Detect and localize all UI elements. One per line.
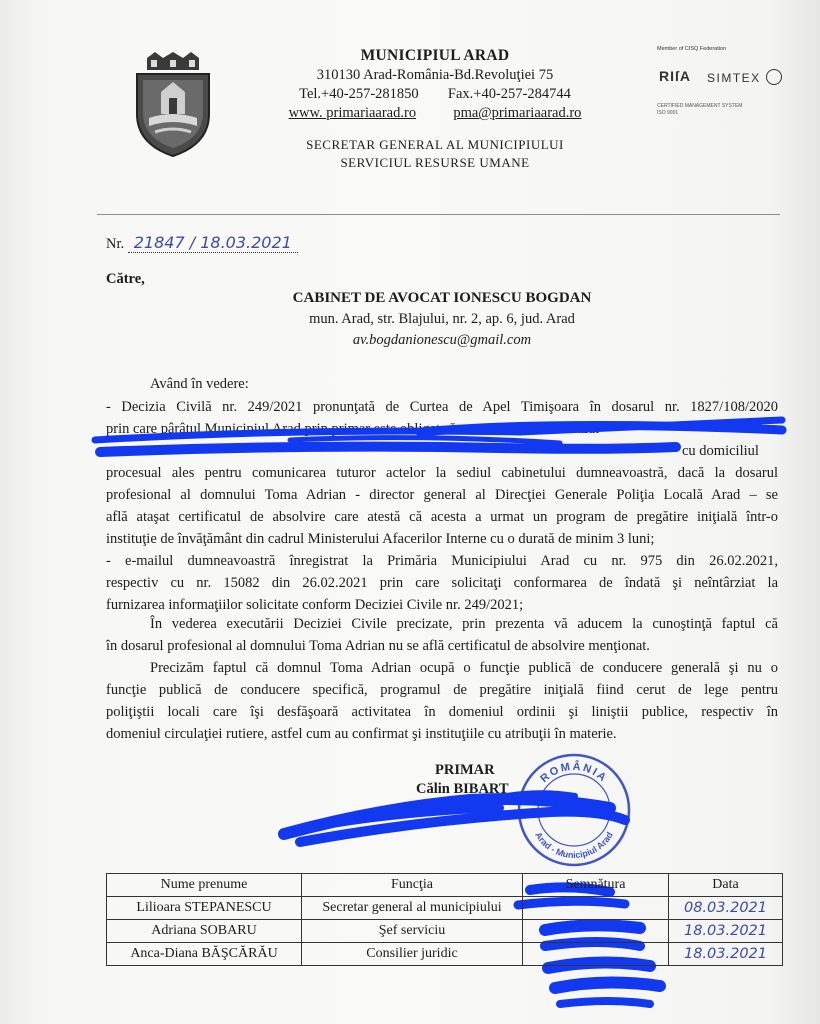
header-name: Nume prenume <box>107 874 302 897</box>
row-3-signature <box>523 943 669 966</box>
phone-number: Tel.+40-257-281850 <box>299 86 419 102</box>
registration-value: 21847 / 18.03.2021 <box>128 233 298 253</box>
body-line-15: poliţiştii locali care îşi desfăşoară activitatea în domeniul ordinii şi liniştii publice, respectiv în <box>106 704 778 720</box>
body-line-9: respectiv cu nr. 15082 din 26.02.2021 prin care solicitaţi conformarea de îndată şi neîntârziat la <box>106 575 778 591</box>
body-line-2: prin care pârâtul Municipiul Arad prin primar este obligat să comunice reclamantului <box>106 421 600 437</box>
contact-phone-fax <box>250 86 620 103</box>
cert-seal-icon <box>766 69 782 85</box>
row-2-function: Şef serviciu <box>302 920 523 943</box>
simtex-certification-logo <box>655 46 790 126</box>
header-divider <box>97 214 780 215</box>
row-1-signature <box>523 897 669 920</box>
cert-member-text: Member of CISQ Federation <box>657 46 727 52</box>
institution-address: 310130 Arad-România-Bd.Revoluţiei 75 <box>316 67 554 83</box>
stamp-middle-text: PRIMARIA <box>549 806 599 817</box>
registration-prefix: Nr. <box>106 236 125 252</box>
body-line-4: procesual ales pentru comunicarea tuturor actelor la sediul cabinetului dumneavoastră, dacă la dosarul <box>106 465 778 481</box>
cert-system-text <box>657 103 742 117</box>
cert-line-1: CERTIFIED MANAGEMENT SYSTEM <box>657 103 743 109</box>
row-1-date: 08.03.2021 <box>669 897 783 920</box>
row-3-name: Anca-Diana BĂŞCĂRĂU <box>107 943 302 966</box>
body-line-16: domeniul circulaţiei rutiere, astfel cum au confirmat şi instituţiile cu atribuţii în materie. <box>106 726 617 742</box>
body-line-12: în dosarul profesional al domnului Toma Adrian nu se află certificatul de absolvire menţionat. <box>106 638 650 654</box>
body-line-8: - e-mailul dumneavoastră înregistrat la Primăria Municipiului Arad cu nr. 975 din 26.02.2021, <box>106 553 778 569</box>
body-line-5: profesional al domnului Toma Adrian - director general al Direcţiei Generale Poliţia Locală Arad – se <box>106 487 778 503</box>
row-2-signature <box>523 920 669 943</box>
recipient-address: mun. Arad, str. Blajului, nr. 2, ap. 6, jud. Arad <box>309 311 575 327</box>
contact-web-email <box>250 105 620 122</box>
row-1-name: Lilioara STEPANESCU <box>107 897 302 920</box>
row-3-date: 18.03.2021 <box>669 943 783 966</box>
body-line-13: Precizăm faptul că domnul Toma Adrian ocupă o funcţie publică de conducere generală şi nu o <box>150 660 778 676</box>
row-1-function: Secretar general al municipiului <box>302 897 523 920</box>
simtex-brand: SIMTEX <box>707 71 761 85</box>
row-2-date: 18.03.2021 <box>669 920 783 943</box>
cert-line-2: ISO 9001 <box>657 110 679 116</box>
registration-number <box>106 233 298 253</box>
institution-name: MUNICIPIUL ARAD <box>360 47 510 64</box>
email-link[interactable]: pma@primariaarad.ro <box>453 105 582 121</box>
rina-logo: RIſA <box>659 68 691 84</box>
department-line-1: SECRETAR GENERAL AL MUNICIPIULUI <box>306 137 564 152</box>
recipient-email: av.bogdanionescu@gmail.com <box>352 332 532 348</box>
official-stamp-icon <box>516 752 632 868</box>
header-function: Funcţia <box>302 874 523 897</box>
body-line-1: - Decizia Civilă nr. 249/2021 pronunţată de Curtea de Apel Timişoara în dosarul nr. 1827/108/2020 <box>106 399 778 415</box>
body-intro: Având în vedere: <box>150 376 249 392</box>
row-3-function: Consilier juridic <box>302 943 523 966</box>
table-row <box>107 943 783 966</box>
body-line-6: află ataşat certificatul de absolvire care atestă că acesta a urmat un program de pregătire iniţială într-o <box>106 509 778 525</box>
department-line-2: SERVICIUL RESURSE UMANE <box>340 155 530 170</box>
stamp-top-text: ROMÂNIA <box>538 760 610 786</box>
approval-table <box>106 873 783 966</box>
signature-title: PRIMAR <box>435 762 495 778</box>
body-line-3: cu domiciliul <box>682 443 759 459</box>
body-line-7: instituţie de învăţământ din cadrul Ministerului Afacerilor Interne cu o durată de minim 3 luni; <box>106 531 655 547</box>
table-row <box>107 920 783 943</box>
salutation: Către, <box>106 271 145 287</box>
header-signature: Semnătura <box>523 874 669 897</box>
body-line-14: funcţie publică de conducere specifică, programul de pregătire iniţială fiind cerut de lege pentru <box>106 682 778 698</box>
table-header-row <box>107 874 783 897</box>
website-link[interactable]: www. primariaarad.ro <box>288 105 417 121</box>
signature-name: Călin BIBART <box>416 781 509 797</box>
body-line-11: În vederea executării Deciziei Civile precizate, prin prezenta vă aducem la cunoştinţă faptul că <box>150 616 778 632</box>
stamp-bottom-text: Arad - Municipiul Arad <box>533 830 615 861</box>
fax-number: Fax.+40-257-284744 <box>447 86 571 102</box>
svg-text:ROMÂNIA <box>538 760 609 785</box>
body-line-10: furnizarea informaţiilor solicitate conform Deciziei Civile nr. 249/2021; <box>106 597 524 613</box>
recipient-name: CABINET DE AVOCAT IONESCU BOGDAN <box>292 290 592 306</box>
header-date: Data <box>669 874 783 897</box>
arad-coat-of-arms-icon <box>133 52 213 158</box>
row-2-name: Adriana SOBARU <box>107 920 302 943</box>
table-row <box>107 897 783 920</box>
